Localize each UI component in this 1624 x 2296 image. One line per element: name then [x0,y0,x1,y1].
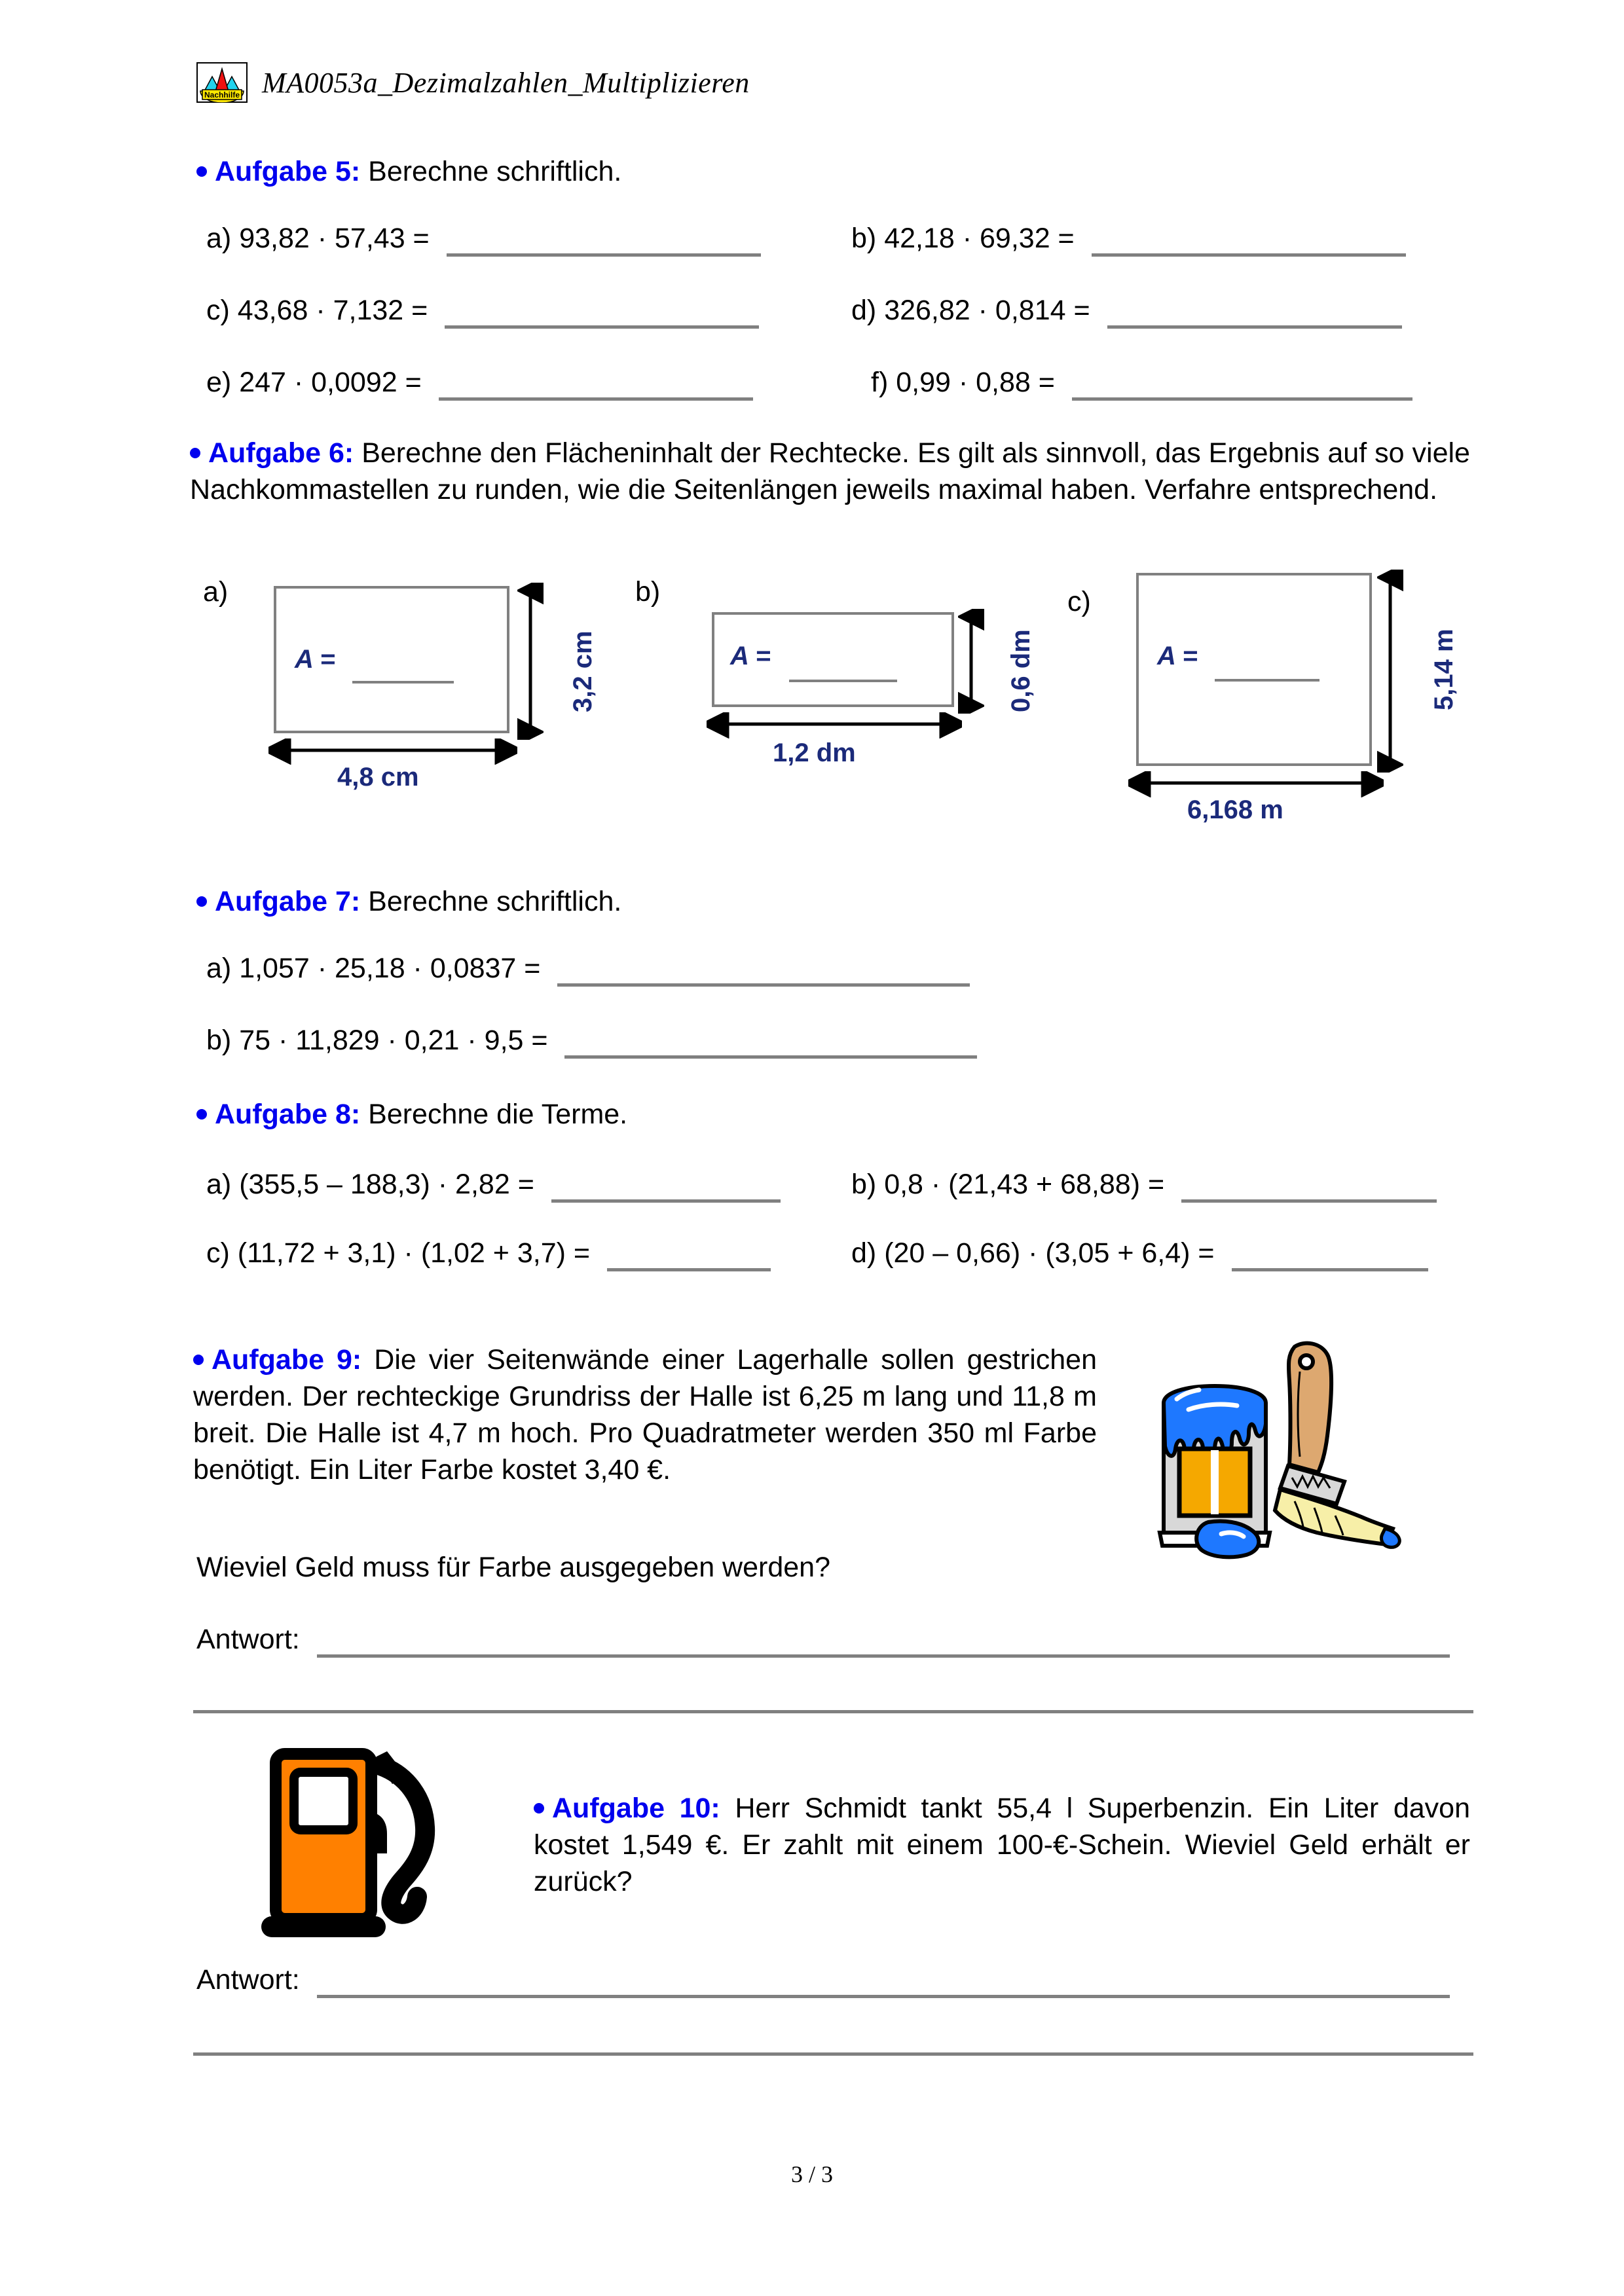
rectangle-b-width-arrow [707,712,962,738]
task-5-item-e-tag: e) [206,367,232,398]
task-5-item-f-tag: f) [871,367,889,398]
task-9-text: Die vier Seitenwände einer Lagerhalle sollen gestrichen werden. Der rechteckige Grundriss der Halle ist 6,25 m lang und 11,8 m breit. Die Halle ist 4,7 m hoch. Pro Quadratmeter werden 350 ml Farbe benötigt. Ein Liter Farbe kostet 3,40 €. [193,1344,1097,1485]
rectangle-b-area-label: A = [730,642,771,670]
task-5-item-a [206,223,761,257]
task-5-item-e-answer-line[interactable] [439,397,753,401]
nachhilfe-logo-icon [196,62,248,103]
rectangle-a-width-label: 4,8 cm [337,763,419,792]
task-5-item-b-tag: b) [851,223,877,254]
task-10-answer-label: Antwort: [196,1964,300,1995]
task-5-item-a-answer-line[interactable] [447,253,761,257]
task-10-text: Herr Schmidt tankt 55,4 l Superbenzin. Ein Liter davon kostet 1,549 €. Er zahlt mit einem 100-€-Schein. Wieviel Geld erhält er zurück? [534,1793,1470,1897]
task-8-item-b [851,1169,1437,1203]
rectangle-a-width-arrow [268,738,517,765]
task-9-answer-line[interactable] [317,1654,1450,1658]
task-5-item-c-answer-line[interactable] [445,325,759,329]
bullet-icon [193,1355,204,1365]
rectangle-c-height-arrow [1377,570,1403,773]
task-10-heading [534,1791,1470,1901]
task-5-item-c-equation: 43,68 · 7,132 = [237,295,428,326]
document-title: MA0053a_Dezimalzahlen_Multiplizieren [262,66,750,99]
task-5-label: Aufgabe 5: [215,156,361,187]
task-9-heading [193,1342,1097,1489]
task-8-heading [196,1097,1441,1133]
task-7-item-a-tag: a) [206,953,232,984]
rectangle-c [1051,566,1470,835]
task-5-item-c-tag: c) [206,295,230,326]
task-5-item-d-answer-line[interactable] [1107,325,1402,329]
task-10-answer-line[interactable] [317,1995,1450,1998]
task-9-answer-label: Antwort: [196,1624,300,1655]
rectangle-a-area-answer-line[interactable] [352,681,454,683]
task-5-item-d-equation: 326,82 · 0,814 = [884,295,1090,326]
task-8-item-b-answer-line[interactable] [1181,1199,1437,1203]
task-8-item-a-tag: a) [206,1169,232,1200]
task-9-question: Wieviel Geld muss für Farbe ausgegeben werden? [196,1552,831,1583]
task-5-item-c [206,295,759,329]
task-8-item-b-tag: b) [851,1169,877,1200]
paint-can-and-brush-icon [1143,1326,1418,1571]
task-6-label: Aufgabe 6: [208,437,354,469]
task-7-label: Aufgabe 7: [215,886,361,917]
task-8-item-d-answer-line[interactable] [1232,1268,1428,1271]
task-7-item-a [206,953,970,987]
task-8-item-c [206,1237,771,1271]
task-8-item-c-answer-line[interactable] [607,1268,771,1271]
bullet-icon [190,448,200,458]
document-header [196,62,750,103]
task-5-item-a-equation: 93,82 · 57,43 = [239,223,430,254]
rectangle-a-height-label: 3,2 cm [568,630,597,712]
section-divider-1 [193,1710,1473,1713]
task-7-heading [196,884,1441,920]
rectangle-b-height-arrow [958,609,984,714]
task-8-item-d-equation: (20 – 0,66) · (3,05 + 6,4) = [884,1237,1215,1269]
bullet-icon [196,166,207,177]
task-5-item-b [851,223,1406,257]
task-8-item-b-equation: 0,8 · (21,43 + 68,88) = [884,1169,1165,1200]
task-7-item-a-equation: 1,057 · 25,18 · 0,0837 = [239,953,541,984]
task-8-item-d-tag: d) [851,1237,877,1269]
task-5-item-d-tag: d) [851,295,877,326]
rectangle-a [196,570,602,825]
task-5-item-f-equation: 0,99 · 0,88 = [896,367,1055,398]
task-8-item-c-tag: c) [206,1237,230,1269]
task-5-item-f [871,367,1412,401]
task-5-item-b-equation: 42,18 · 69,32 = [884,223,1075,254]
rectangle-b-height-label: 0,6 dm [1006,629,1035,712]
task-7-item-b [206,1025,977,1059]
task-9-label: Aufgabe 9: [212,1344,362,1376]
task-8-label: Aufgabe 8: [215,1099,361,1130]
task-10-answer-row [196,1964,1450,1998]
rectangle-c-area-label: A = [1157,642,1198,670]
task-7-text: Berechne schriftlich. [368,886,622,917]
fuel-pump-icon [252,1738,455,1944]
task-7-item-b-answer-line[interactable] [564,1055,977,1059]
rectangle-a-area-label: A = [295,645,335,674]
task-5-text: Berechne schriftlich. [368,156,622,187]
rectangle-b-area-answer-line[interactable] [789,680,897,682]
task-7-item-b-equation: 75 · 11,829 · 0,21 · 9,5 = [239,1025,548,1056]
task-8-item-a-answer-line[interactable] [551,1199,781,1203]
rectangle-c-tag: c) [1067,586,1091,617]
task-9-answer-row [196,1624,1450,1658]
task-8-item-d [851,1237,1428,1271]
bullet-icon [534,1803,544,1813]
rectangle-a-tag: a) [203,576,229,608]
task-10-label: Aufgabe 10: [552,1793,720,1824]
task-8-text: Berechne die Terme. [368,1099,628,1130]
task-5-item-f-answer-line[interactable] [1072,397,1412,401]
task-5-item-d [851,295,1402,329]
section-divider-2 [193,2052,1473,2056]
rectangle-b [632,570,1035,825]
task-5-item-a-expr: a) [206,223,232,254]
rectangle-c-width-arrow [1128,771,1384,797]
task-5-item-e-equation: 247 · 0,0092 = [239,367,422,398]
task-8-item-a-equation: (355,5 – 188,3) · 2,82 = [239,1169,534,1200]
bullet-icon [196,1109,207,1120]
task-7-item-a-answer-line[interactable] [557,983,970,987]
task-8-item-a [206,1169,781,1203]
page-number: 3 / 3 [790,2161,833,2187]
rectangle-b-tag: b) [635,576,661,608]
task-6-text: Berechne den Flächeninhalt der Rechtecke. Es gilt als sinnvoll, das Ergebnis auf so viele Nachkommastellen zu runden, wie die Seitenlängen jeweils maximal haben. Verfahre entsprechend. [190,437,1470,505]
task-5-item-e [206,367,753,401]
svg-text:Nachhilfe: Nachhilfe [204,90,240,100]
rectangle-c-width-label: 6,168 m [1187,795,1283,824]
task-8-item-c-equation: (11,72 + 3,1) · (1,02 + 3,7) = [237,1237,590,1269]
task-5-item-b-answer-line[interactable] [1092,253,1406,257]
rectangle-c-area-answer-line[interactable] [1215,679,1320,682]
task-5-heading [196,154,1441,191]
rectangle-a-height-arrow [517,583,544,740]
task-6-heading [190,435,1470,509]
task-7-item-b-tag: b) [206,1025,232,1056]
rectangle-b-width-label: 1,2 dm [773,738,856,767]
rectangle-c-height-label: 5,14 m [1430,629,1458,710]
bullet-icon [196,896,207,907]
